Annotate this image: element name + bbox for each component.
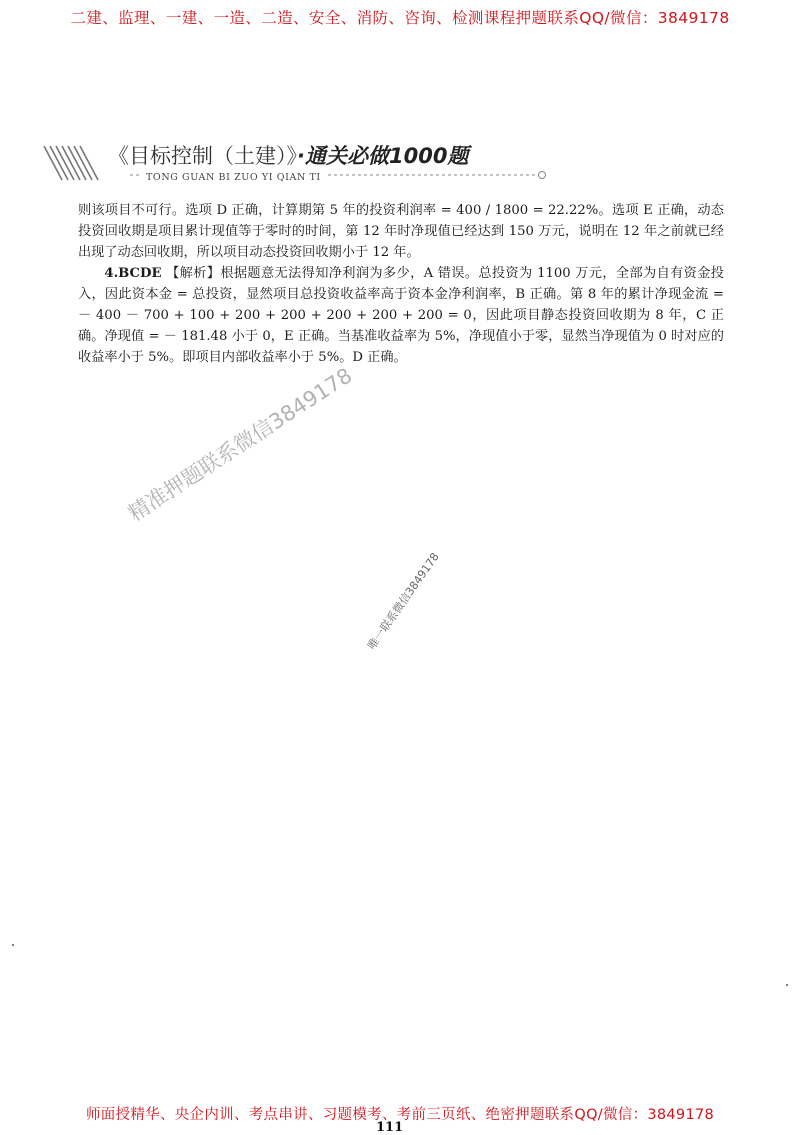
header-pinyin: TONG GUAN BI ZUO YI QIAN TI (140, 172, 327, 183)
answer-4-explanation: 【解析】根据题意无法得知净利润为多少，A 错误。总投资为 1100 万元，全部为自有资金投入，因此资本金 = 总投资，显然项目总投资收益率高于资本金净利润率，B 正确。第 8 年的累计净现金流 = － 400 － 700 + 100 + 200 + 200 + 200 + 200 + 200 = 0，因此项目静态投资回收期为 8 年，C 正确。净现值 = － 181.48 小于 0，E 正确。当基准收益率为 5%，净现值小于零，显然当净现值为 0 时对应的收益率小于 5%。即项目内部收益率小于 5%。D 正确。 (78, 266, 724, 365)
paragraph-continuation: 则该项目不可行。选项 D 正确，计算期第 5 年的投资利润率 = 400 / 1800 = 22.22%。选项 E 正确，动态投资回收期是项目累计现值等于零时的时间，第 12 年时净现值已经达到 150 万元，说明在 12 年之前就已经出现了动态回收期，所以项目动态投资回收期小于 12 年。 (78, 203, 724, 260)
header-title-sub: ·通关必做1000题 (297, 144, 469, 168)
running-header (40, 138, 560, 188)
bottom-banner: 师面授精华、央企内训、考点串讲、习题模考、考前三页纸、绝密押题联系QQ/微信：3849178 (85, 1107, 715, 1123)
answer-text-block (78, 200, 724, 368)
header-title-main: 《目标控制（土建）》 (108, 144, 297, 168)
watermark-large: 精准押题联系微信3849178 (124, 363, 357, 526)
scan-speck (12, 944, 14, 946)
scan-speck (786, 984, 788, 986)
answer-4-label: 4.BCDE (104, 266, 162, 281)
header-title (108, 140, 468, 170)
header-stripes-decoration (40, 144, 110, 182)
top-banner: 二建、监理、一建、一造、二造、安全、消防、咨询、检测课程押题联系QQ/微信：3849178 (70, 9, 730, 27)
page-number: 111 (376, 1120, 404, 1135)
watermark-small: 唯一联系微信3849178 (365, 550, 442, 653)
answer-4-paragraph (78, 263, 724, 368)
